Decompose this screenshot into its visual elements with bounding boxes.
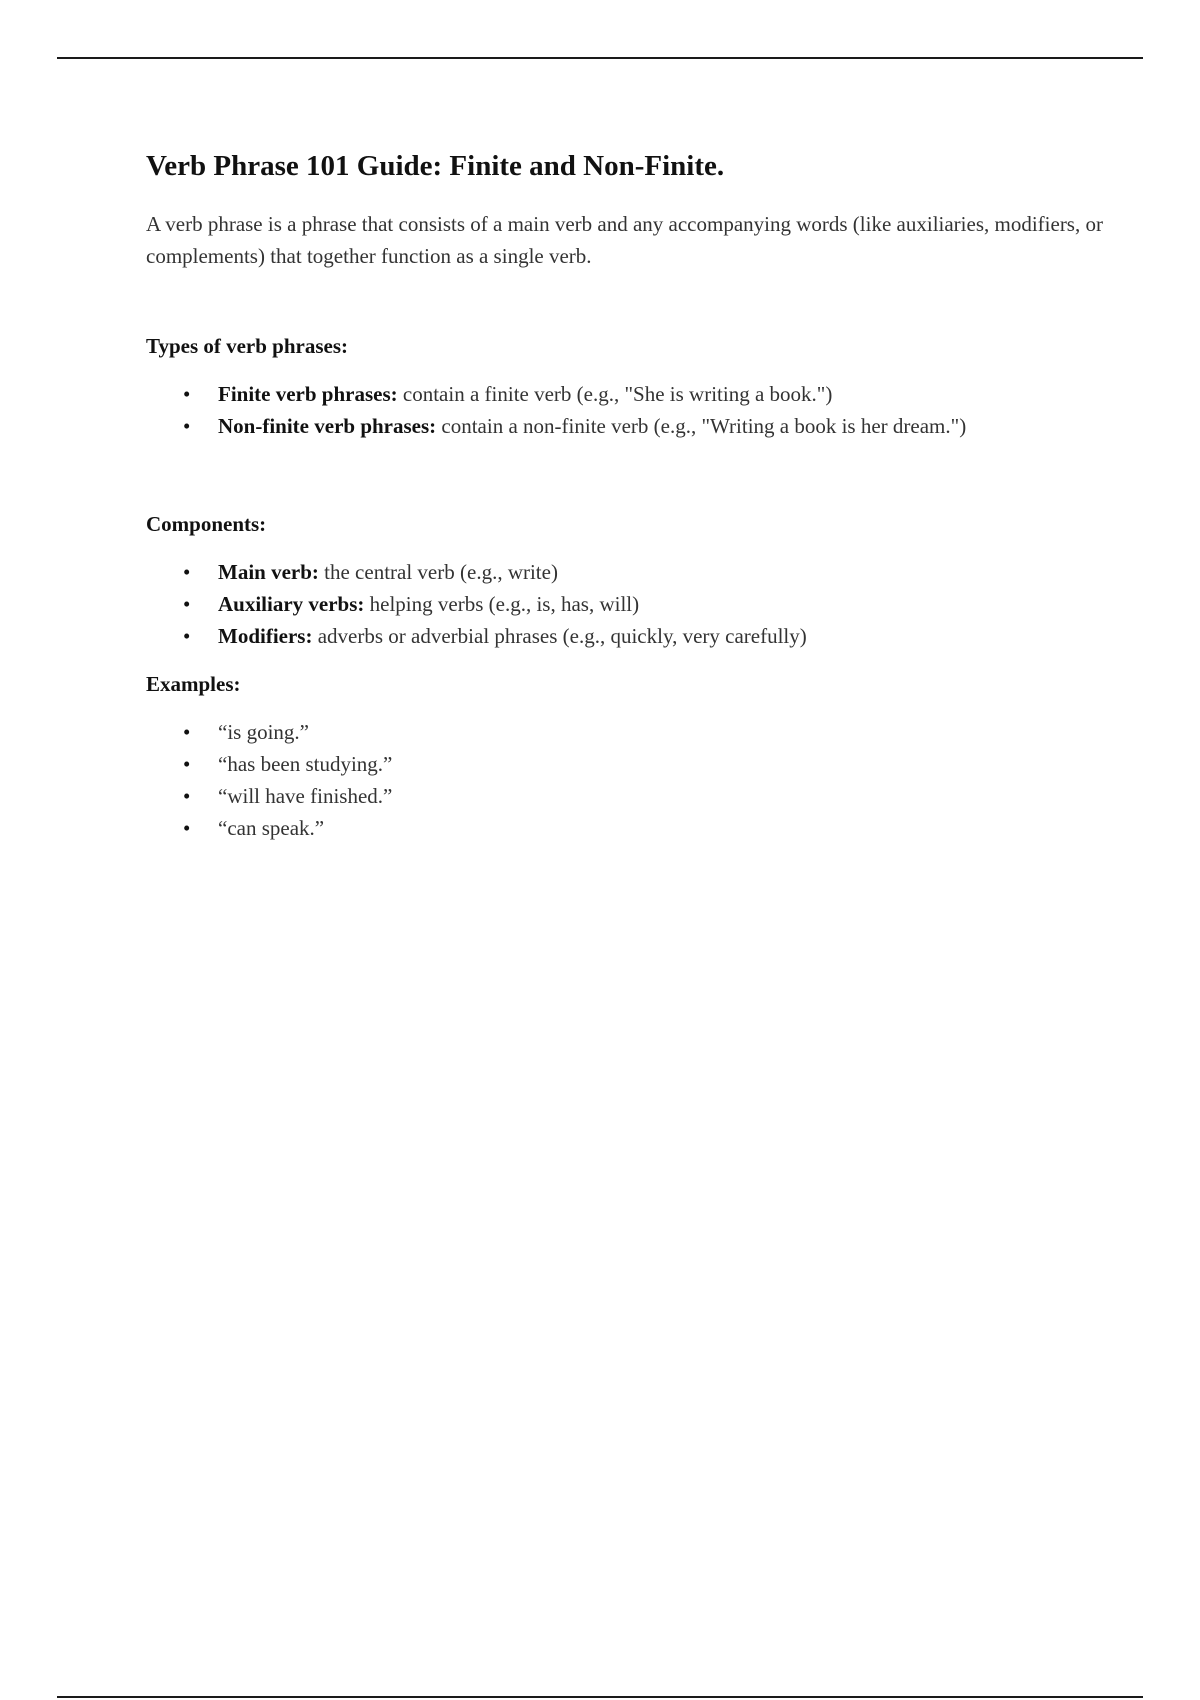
top-rule xyxy=(57,57,1143,59)
list-item-text: “can speak.” xyxy=(218,816,325,840)
list-item-text: the central verb (e.g., write) xyxy=(318,560,558,584)
bullet-icon: • xyxy=(183,382,191,406)
list-item xyxy=(146,378,1106,410)
list-item-term: Finite verb phrases: xyxy=(218,382,398,406)
bullet-icon: • xyxy=(183,720,191,744)
bullet-icon: • xyxy=(183,816,191,840)
list-item-term: Auxiliary verbs: xyxy=(218,592,365,616)
list-item-term: Main verb: xyxy=(218,560,319,584)
section-heading: Examples: xyxy=(146,672,241,696)
list-item xyxy=(146,410,1106,442)
section-examples xyxy=(146,668,1106,844)
list-item xyxy=(146,812,1106,844)
list-item-text: “is going.” xyxy=(218,720,309,744)
document-body xyxy=(146,146,1106,844)
bullet-icon: • xyxy=(183,784,191,808)
list-item-text: “will have finished.” xyxy=(218,784,393,808)
list-item-text: adverbs or adverbial phrases (e.g., quickly, very carefully) xyxy=(312,624,807,648)
list-item-term: Non-finite verb phrases: xyxy=(218,414,437,438)
section-heading: Types of verb phrases: xyxy=(146,334,349,358)
list-item-text: contain a non-finite verb (e.g., "Writing a book is her dream.") xyxy=(436,414,967,438)
bullet-icon: • xyxy=(183,752,191,776)
page-title: Verb Phrase 101 Guide: Finite and Non-Finite. xyxy=(146,150,725,182)
bullet-icon: • xyxy=(183,414,191,438)
list-item-text: helping verbs (e.g., is, has, will) xyxy=(364,592,640,616)
bottom-rule xyxy=(57,1696,1143,1698)
section-components xyxy=(146,508,1106,652)
intro-paragraph: A verb phrase is a phrase that consists of a main verb and any accompanying words (like auxiliaries, modifiers, or complements) that together function as a single verb. xyxy=(146,212,1103,268)
list-item-text: contain a finite verb (e.g., "She is writing a book.") xyxy=(397,382,833,406)
list-item xyxy=(146,780,1106,812)
list-item xyxy=(146,556,1106,588)
section-types xyxy=(146,330,1106,442)
section-heading: Components: xyxy=(146,512,267,536)
bullet-list xyxy=(146,556,1106,652)
list-item-term: Modifiers: xyxy=(218,624,313,648)
bullet-icon: • xyxy=(183,560,191,584)
list-item xyxy=(146,748,1106,780)
bullet-icon: • xyxy=(183,624,191,648)
bullet-icon: • xyxy=(183,592,191,616)
list-item-text: “has been studying.” xyxy=(218,752,393,776)
list-item xyxy=(146,716,1106,748)
bullet-list xyxy=(146,378,1106,442)
list-item xyxy=(146,588,1106,620)
bullet-list xyxy=(146,716,1106,844)
list-item xyxy=(146,620,1106,652)
